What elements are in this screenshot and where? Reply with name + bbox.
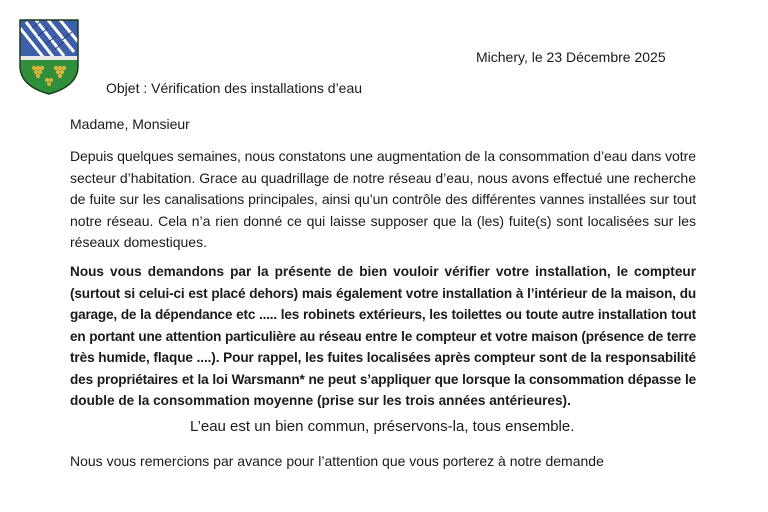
paragraph-line: en portant une attention particulière au réseau entre le compteur et votre maison (présence de terre <box>70 328 696 344</box>
paragraph-line: Depuis quelques semaines, nous constatons une augmentation de la consommation d’eau dans votre <box>70 148 696 164</box>
paragraph-intro <box>70 146 696 254</box>
paragraph-line: très humide, flaque ....). Pour rappel, les fuites localisées après compteur sont de la responsabilité <box>70 350 696 365</box>
paragraph-line: Nous vous demandons par la présente de bien vouloir vérifier votre installation, le compteur <box>70 264 696 279</box>
paragraph-line: des propriétaires et la loi Warsmann* ne peut s’appliquer que lorsque la consommation dépasse le <box>70 371 696 387</box>
municipal-coat-of-arms-icon <box>18 18 80 96</box>
paragraph-line: (surtout si celui-ci est placé dehors) mais également votre installation à l’intérieur de la maison, du <box>70 285 696 301</box>
paragraph-line: double de la consommation moyenne (prise sur les trois années antérieures). <box>70 393 571 408</box>
motto: L’eau est un bien commun, préservons-la, tous ensemble. <box>190 418 575 435</box>
salutation: Madame, Monsieur <box>70 116 190 132</box>
paragraph-request <box>70 261 696 412</box>
date-line: Michery, le 23 Décembre 2025 <box>476 49 666 65</box>
subject-line: Objet : Vérification des installations d’eau <box>106 80 363 96</box>
paragraph-line: notre réseau. Cela n’a rien donné ce qui laisse supposer que la (les) fuite(s) sont localisées sur les <box>70 212 696 229</box>
paragraph-line: réseaux domestiques. <box>70 234 207 250</box>
paragraph-line: secteur d’habitation. Grace au quadrillage de notre réseau d’eau, nous avons effectué une recherche <box>70 169 696 186</box>
paragraph-line: garage, de la dépendance etc ..... les robinets extérieurs, les toilettes ou toute autre installation tout <box>70 307 696 322</box>
paragraph-line: de fuite sur les canalisations principales, ainsi qu’un contrôle des différentes vannes installées sur tout <box>70 191 696 207</box>
closing-line: Nous vous remercions par avance pour l’attention que vous porterez à notre demande <box>70 453 604 469</box>
